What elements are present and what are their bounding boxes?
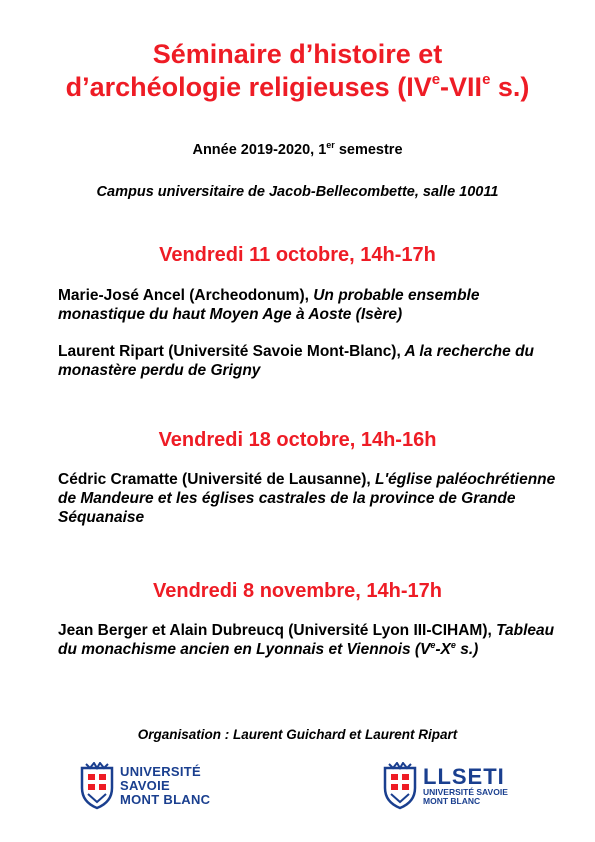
usmb-wordmark (120, 765, 210, 807)
title-superscript: e (482, 71, 491, 88)
usmb-line: MONT BLANC (120, 792, 211, 807)
talk-title: L'église paléochrétienne de Mandeure et les églises castrales de la province de Grande Séquanaise (58, 471, 556, 526)
llseti-line: MONT BLANC (423, 796, 481, 806)
usmb-line: UNIVERSITÉ (120, 764, 202, 779)
title-part: -VII (440, 72, 483, 102)
usmb-crest-icon (80, 762, 114, 810)
talk-speaker: Jean Berger et Alain Dubreucq (Université Lyon III-CIHAM), (58, 622, 492, 639)
talk-superscript: e (430, 639, 436, 650)
llseti-line: UNIVERSITÉ SAVOIE (423, 787, 508, 797)
usmb-logo (80, 762, 210, 810)
year-text: Année 2019-2020, 1 (192, 142, 327, 158)
usmb-line: SAVOIE (120, 778, 170, 793)
session-date: Vendredi 18 octobre, 14h-16h (158, 429, 437, 451)
llseti-logo (383, 762, 508, 810)
year-text: semestre (334, 142, 403, 158)
talk-title: -X (435, 641, 451, 658)
talk (58, 286, 558, 324)
venue: Campus universitaire de Jacob-Bellecombette, salle 10011 (96, 184, 499, 200)
session-date: Vendredi 8 novembre, 14h-17h (153, 580, 442, 602)
session-date: Vendredi 11 octobre, 14h-17h (159, 244, 436, 266)
talk-speaker: Laurent Ripart (Université Savoie Mont-Blanc), (58, 343, 401, 360)
title-line-2 (0, 71, 595, 104)
talk-title: Tableau du monachisme ancien en Lyonnais et Viennois (V (58, 622, 555, 658)
llseti-wordmark (423, 766, 508, 806)
year-superscript: er (326, 140, 335, 151)
talk-title: Un probable ensemble monastique du haut Moyen Age à Aoste (Isère) (58, 287, 480, 323)
talk-title: A la recherche du monastère perdu de Grigny (58, 343, 535, 379)
title-part: s.) (490, 72, 530, 102)
title-line-1: Séminaire d’histoire et (152, 39, 443, 69)
talk (58, 342, 558, 380)
academic-year (0, 142, 595, 158)
title-part: d’archéologie religieuses (IV (65, 72, 432, 102)
organisation: Organisation : Laurent Guichard et Laurent Ripart (137, 727, 458, 742)
title-superscript: e (431, 71, 441, 88)
talk-superscript: e (450, 639, 456, 650)
talk (58, 470, 558, 527)
llseti-crest-icon (383, 762, 417, 810)
talk (58, 621, 558, 659)
llseti-name: LLSETI (423, 764, 505, 789)
page-title (0, 38, 595, 104)
talk-speaker: Cédric Cramatte (Université de Lausanne), (58, 471, 371, 488)
talk-speaker: Marie-José Ancel (Archeodonum), (58, 287, 309, 304)
talk-title: s.) (455, 641, 479, 658)
